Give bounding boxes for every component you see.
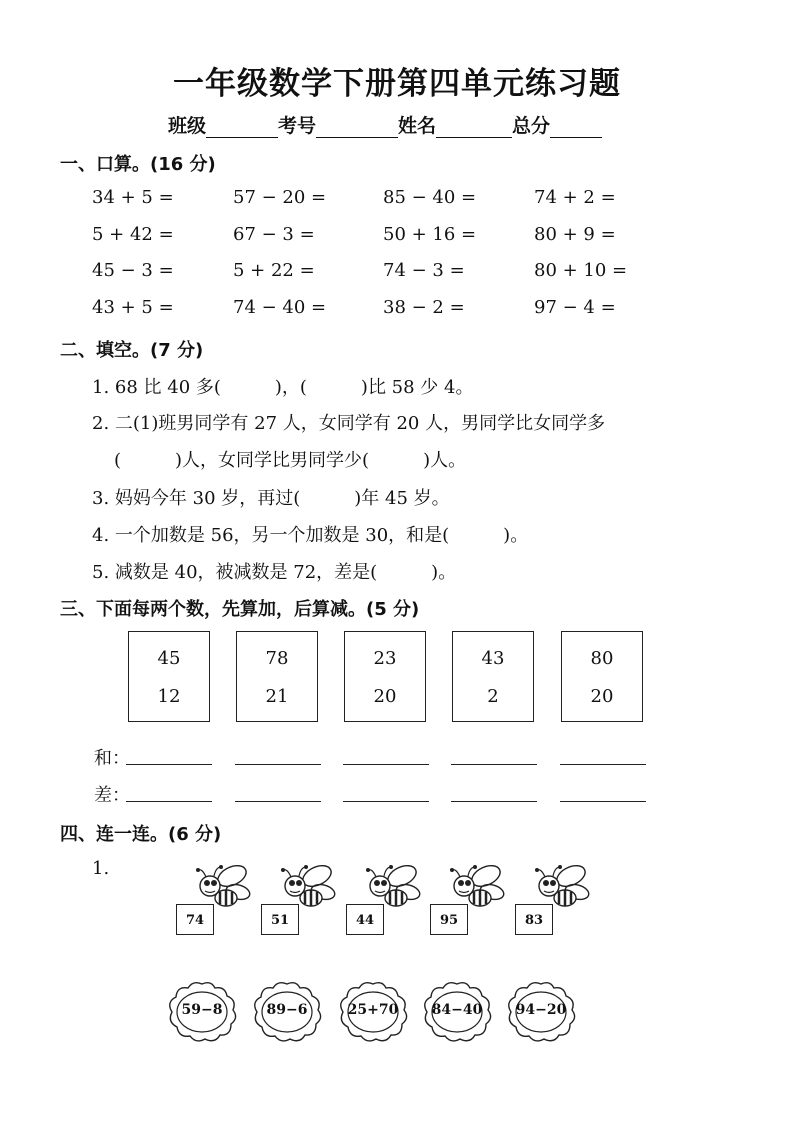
fill-question: 2. 二(1)班男同学有 27 人，女同学有 20 人，男同学比女同学多 — [92, 413, 606, 434]
section3-heading: 三、下面每两个数，先算加，后算减。(5 分) — [60, 599, 420, 620]
fill-question-cont: ( )人，女同学比男同学少( )人。 — [114, 450, 467, 471]
calc-item: 34 + 5 = — [92, 187, 174, 208]
number-top: 43 — [481, 648, 505, 669]
bee-number: 74 — [176, 904, 214, 935]
calc-item: 74 + 2 = — [534, 187, 616, 208]
bee-card[interactable] — [176, 862, 252, 942]
number-blank[interactable] — [316, 117, 398, 138]
calc-item: 43 + 5 = — [92, 297, 174, 318]
diff-answer-line[interactable] — [235, 801, 321, 802]
bee-card[interactable] — [430, 862, 506, 942]
calc-item: 45 − 3 = — [92, 260, 174, 281]
calc-item: 67 − 3 = — [233, 224, 315, 245]
diff-answer-line[interactable] — [560, 801, 646, 802]
section2-heading: 二、填空。(7 分) — [60, 340, 204, 361]
fill-question: 5. 减数是 40，被减数是 72，差是( )。 — [92, 562, 457, 583]
fill-question: 3. 妈妈今年 30 岁，再过( )年 45 岁。 — [92, 488, 450, 509]
number-box — [452, 631, 534, 722]
calc-item: 85 − 40 = — [383, 187, 477, 208]
number-top: 78 — [265, 648, 289, 669]
bee-number: 51 — [261, 904, 299, 935]
bee-card[interactable] — [261, 862, 337, 942]
calc-item: 5 + 22 = — [233, 260, 315, 281]
flower-card[interactable] — [504, 980, 578, 1044]
section1-heading: 一、口算。(16 分) — [60, 154, 216, 175]
number-bottom: 20 — [373, 686, 397, 707]
calc-item: 57 − 20 = — [233, 187, 327, 208]
diff-answer-line[interactable] — [126, 801, 212, 802]
calc-item: 74 − 3 = — [383, 260, 465, 281]
fill-question: 1. 68 比 40 多( )，( )比 58 少 4。 — [92, 377, 474, 398]
number-box — [236, 631, 318, 722]
flower-card[interactable] — [336, 980, 410, 1044]
class-label: 班级 — [168, 115, 207, 137]
number-bottom: 2 — [487, 686, 499, 707]
calc-item: 80 + 9 = — [534, 224, 616, 245]
number-top: 80 — [590, 648, 614, 669]
number-box — [128, 631, 210, 722]
score-label: 总分 — [512, 115, 551, 137]
diff-label: 差： — [94, 785, 130, 806]
number-bottom: 20 — [590, 686, 614, 707]
calc-item: 38 − 2 = — [383, 297, 465, 318]
sum-answer-line[interactable] — [560, 764, 646, 765]
name-blank[interactable] — [436, 117, 512, 138]
number-label: 考号 — [278, 115, 317, 137]
calc-item: 5 + 42 = — [92, 224, 174, 245]
flower-expression: 59−8 — [181, 1002, 223, 1018]
calc-item: 80 + 10 = — [534, 260, 628, 281]
bee-card[interactable] — [515, 862, 591, 942]
item-label: 1. — [92, 858, 110, 879]
bee-number: 95 — [430, 904, 468, 935]
sum-answer-line[interactable] — [126, 764, 212, 765]
diff-answer-line[interactable] — [343, 801, 429, 802]
calc-item: 50 + 16 = — [383, 224, 477, 245]
bee-card[interactable] — [346, 862, 422, 942]
bee-number: 44 — [346, 904, 384, 935]
flower-expression: 25+70 — [347, 1002, 399, 1018]
page-title: 一年级数学下册第四单元练习题 — [173, 66, 621, 102]
number-box — [561, 631, 643, 722]
flower-expression: 94−20 — [515, 1002, 567, 1018]
score-blank[interactable] — [550, 117, 602, 138]
name-label: 姓名 — [398, 115, 437, 137]
number-bottom: 12 — [157, 686, 181, 707]
number-top: 45 — [157, 648, 181, 669]
flower-card[interactable] — [165, 980, 239, 1044]
calc-item: 97 − 4 = — [534, 297, 616, 318]
bee-number: 83 — [515, 904, 553, 935]
class-blank[interactable] — [206, 117, 278, 138]
section4-heading: 四、连一连。(6 分) — [60, 824, 222, 845]
student-info — [168, 111, 602, 138]
number-box — [344, 631, 426, 722]
sum-answer-line[interactable] — [451, 764, 537, 765]
diff-answer-line[interactable] — [451, 801, 537, 802]
flower-expression: 89−6 — [266, 1002, 308, 1018]
sum-label: 和： — [94, 748, 130, 769]
calc-item: 74 − 40 = — [233, 297, 327, 318]
flower-expression: 84−40 — [431, 1002, 483, 1018]
number-bottom: 21 — [265, 686, 289, 707]
flower-card[interactable] — [420, 980, 494, 1044]
sum-answer-line[interactable] — [343, 764, 429, 765]
fill-question: 4. 一个加数是 56，另一个加数是 30，和是( )。 — [92, 525, 529, 546]
sum-answer-line[interactable] — [235, 764, 321, 765]
flower-card[interactable] — [250, 980, 324, 1044]
number-top: 23 — [373, 648, 397, 669]
